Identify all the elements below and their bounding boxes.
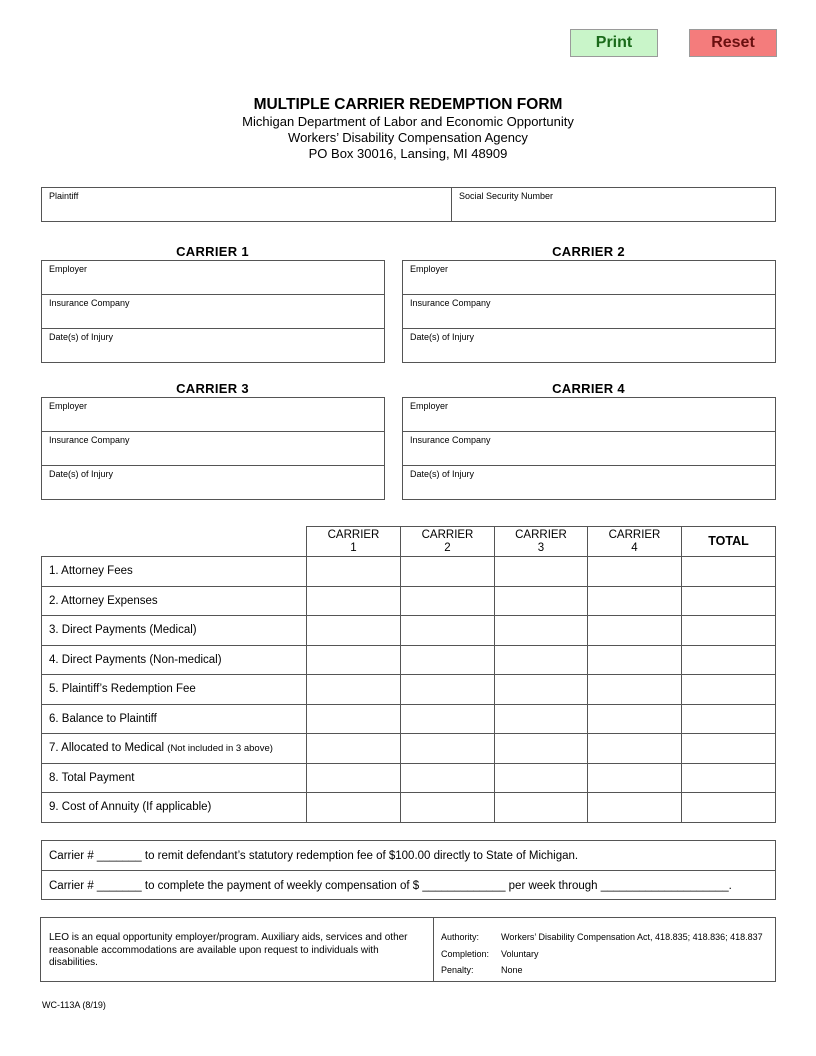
- amount-cell[interactable]: [307, 557, 401, 587]
- amount-cell[interactable]: [401, 675, 495, 705]
- carrier-4-box: [402, 397, 776, 500]
- amount-cell[interactable]: [495, 793, 588, 823]
- total-cell[interactable]: [682, 645, 776, 675]
- total-cell[interactable]: [682, 616, 776, 646]
- amount-cell[interactable]: [495, 616, 588, 646]
- header-carrier-4: CARRIER 4: [588, 527, 682, 557]
- row-label: 2. Attorney Expenses: [42, 586, 307, 616]
- amount-cell[interactable]: [307, 763, 401, 793]
- table-row: [42, 675, 776, 705]
- form-header: [0, 96, 816, 162]
- payment-table-header: [42, 527, 776, 557]
- carrier-1-box: [41, 260, 385, 363]
- amount-cell[interactable]: [495, 557, 588, 587]
- ssn-label: Social Security Number: [459, 191, 554, 201]
- completion-line: Completion: Voluntary: [441, 948, 539, 959]
- header-carrier-1: CARRIER 1: [307, 527, 401, 557]
- amount-cell[interactable]: [495, 763, 588, 793]
- amount-cell[interactable]: [495, 586, 588, 616]
- row-note: (Not included in 3 above): [167, 743, 273, 755]
- carrier-4-injury-field[interactable]: [403, 466, 775, 499]
- weekly-comp-line[interactable]: Carrier # _______ to complete the payment of weekly compensation of $ _____________ per week through ____________________.: [49, 880, 732, 892]
- carrier-3-insurance-field[interactable]: [42, 432, 384, 466]
- amount-cell[interactable]: [307, 616, 401, 646]
- carrier-1-employer-field[interactable]: [42, 261, 384, 295]
- row-label: 3. Direct Payments (Medical): [42, 616, 307, 646]
- amount-cell[interactable]: [307, 734, 401, 764]
- total-cell[interactable]: [682, 763, 776, 793]
- reset-button[interactable]: Reset: [689, 29, 777, 57]
- print-button[interactable]: Print: [570, 29, 658, 57]
- amount-cell[interactable]: [588, 645, 682, 675]
- payment-table: [41, 526, 776, 823]
- total-cell[interactable]: [682, 675, 776, 705]
- table-row: [42, 763, 776, 793]
- amount-cell[interactable]: [401, 557, 495, 587]
- table-row: [42, 586, 776, 616]
- header-total: TOTAL: [682, 527, 776, 557]
- row-label: 7. Allocated to Medical (Not included in 3 above): [42, 734, 307, 764]
- amount-cell[interactable]: [401, 734, 495, 764]
- carrier-4-insurance-field[interactable]: [403, 432, 775, 466]
- insurance-label: Insurance Company: [410, 435, 491, 445]
- agency-name: Workers’ Disability Compensation Agency: [288, 130, 528, 145]
- injury-label: Date(s) of Injury: [410, 469, 475, 479]
- employer-label: Employer: [49, 401, 88, 411]
- amount-cell[interactable]: [495, 645, 588, 675]
- table-row: [42, 645, 776, 675]
- total-cell[interactable]: [682, 793, 776, 823]
- row-label: 9. Cost of Annuity (If applicable): [42, 793, 307, 823]
- amount-cell[interactable]: [588, 734, 682, 764]
- amount-cell[interactable]: [401, 763, 495, 793]
- amount-cell[interactable]: [495, 675, 588, 705]
- ssn-field[interactable]: [452, 188, 775, 221]
- carrier-2-box: [402, 260, 776, 363]
- authority-line: Authority: Workers’ Disability Compensation Act, 418.835; 418.836; 418.837: [441, 932, 763, 942]
- row-label: 4. Direct Payments (Non-medical): [42, 645, 307, 675]
- carrier-3-injury-field[interactable]: [42, 466, 384, 499]
- penalty-line: Penalty: None: [441, 965, 523, 975]
- carrier-2-insurance-field[interactable]: [403, 295, 775, 329]
- injury-label: Date(s) of Injury: [49, 332, 114, 342]
- employer-label: Employer: [49, 264, 88, 274]
- insurance-label: Insurance Company: [49, 435, 130, 445]
- carrier-1-injury-field[interactable]: [42, 329, 384, 362]
- plaintiff-field[interactable]: [42, 188, 452, 221]
- amount-cell[interactable]: [588, 763, 682, 793]
- total-cell[interactable]: [682, 704, 776, 734]
- row-label: 5. Plaintiff’s Redemption Fee: [42, 675, 307, 705]
- agency-address: PO Box 30016, Lansing, MI 48909: [308, 146, 508, 161]
- header-carrier-3: CARRIER 3: [495, 527, 588, 557]
- plaintiff-section: [41, 187, 776, 222]
- amount-cell[interactable]: [495, 734, 588, 764]
- table-row: [42, 793, 776, 823]
- equal-opportunity-notice: LEO is an equal opportunity employer/program. Auxiliary aids, services and other reasonable accommodations are available upon request to individuals with disabilities.: [41, 918, 434, 981]
- table-row: [42, 734, 776, 764]
- amount-cell[interactable]: [307, 675, 401, 705]
- total-cell[interactable]: [682, 734, 776, 764]
- total-cell[interactable]: [682, 557, 776, 587]
- amount-cell[interactable]: [401, 616, 495, 646]
- carrier-1-insurance-field[interactable]: [42, 295, 384, 329]
- amount-cell[interactable]: [401, 645, 495, 675]
- remit-fee-line[interactable]: Carrier # _______ to remit defendant’s statutory redemption fee of $100.00 directly to State of Michigan.: [42, 841, 775, 871]
- carrier-3-employer-field[interactable]: [42, 398, 384, 432]
- employer-label: Employer: [410, 264, 449, 274]
- carrier-3-box: [41, 397, 385, 500]
- amount-cell[interactable]: [307, 645, 401, 675]
- plaintiff-label: Plaintiff: [49, 191, 79, 201]
- carrier-4-title: CARRIER 4: [552, 381, 625, 396]
- row-label: 1. Attorney Fees: [42, 557, 307, 587]
- table-row: [42, 704, 776, 734]
- carrier-2-title: CARRIER 2: [552, 244, 625, 259]
- injury-label: Date(s) of Injury: [410, 332, 475, 342]
- department-name: Michigan Department of Labor and Economic Opportunity: [242, 114, 574, 129]
- injury-label: Date(s) of Injury: [49, 469, 114, 479]
- amount-cell[interactable]: [588, 616, 682, 646]
- row-label: 6. Balance to Plaintiff: [42, 704, 307, 734]
- amount-cell[interactable]: [401, 586, 495, 616]
- carrier-2-employer-field[interactable]: [403, 261, 775, 295]
- carrier-1-title: CARRIER 1: [176, 244, 249, 259]
- amount-cell[interactable]: [307, 586, 401, 616]
- amount-cell[interactable]: [307, 704, 401, 734]
- table-row: [42, 557, 776, 587]
- amount-cell[interactable]: [307, 793, 401, 823]
- carrier-2-injury-field[interactable]: [403, 329, 775, 362]
- amount-cell[interactable]: [495, 704, 588, 734]
- carrier-4-employer-field[interactable]: [403, 398, 775, 432]
- row-label: 8. Total Payment: [42, 763, 307, 793]
- table-corner: [42, 527, 307, 557]
- amount-cell[interactable]: [588, 793, 682, 823]
- remit-section: [41, 840, 776, 900]
- amount-cell[interactable]: [401, 704, 495, 734]
- insurance-label: Insurance Company: [410, 298, 491, 308]
- employer-label: Employer: [410, 401, 449, 411]
- form-number: WC-113A (8/19): [42, 1000, 106, 1010]
- authority-block: [434, 918, 775, 981]
- form-title: MULTIPLE CARRIER REDEMPTION FORM: [253, 96, 563, 113]
- footer-box: [40, 917, 776, 982]
- table-row: [42, 616, 776, 646]
- amount-cell[interactable]: [588, 704, 682, 734]
- total-cell[interactable]: [682, 586, 776, 616]
- header-carrier-2: CARRIER 2: [401, 527, 495, 557]
- amount-cell[interactable]: [588, 586, 682, 616]
- insurance-label: Insurance Company: [49, 298, 130, 308]
- amount-cell[interactable]: [588, 675, 682, 705]
- amount-cell[interactable]: [588, 557, 682, 587]
- amount-cell[interactable]: [401, 793, 495, 823]
- carrier-3-title: CARRIER 3: [176, 381, 249, 396]
